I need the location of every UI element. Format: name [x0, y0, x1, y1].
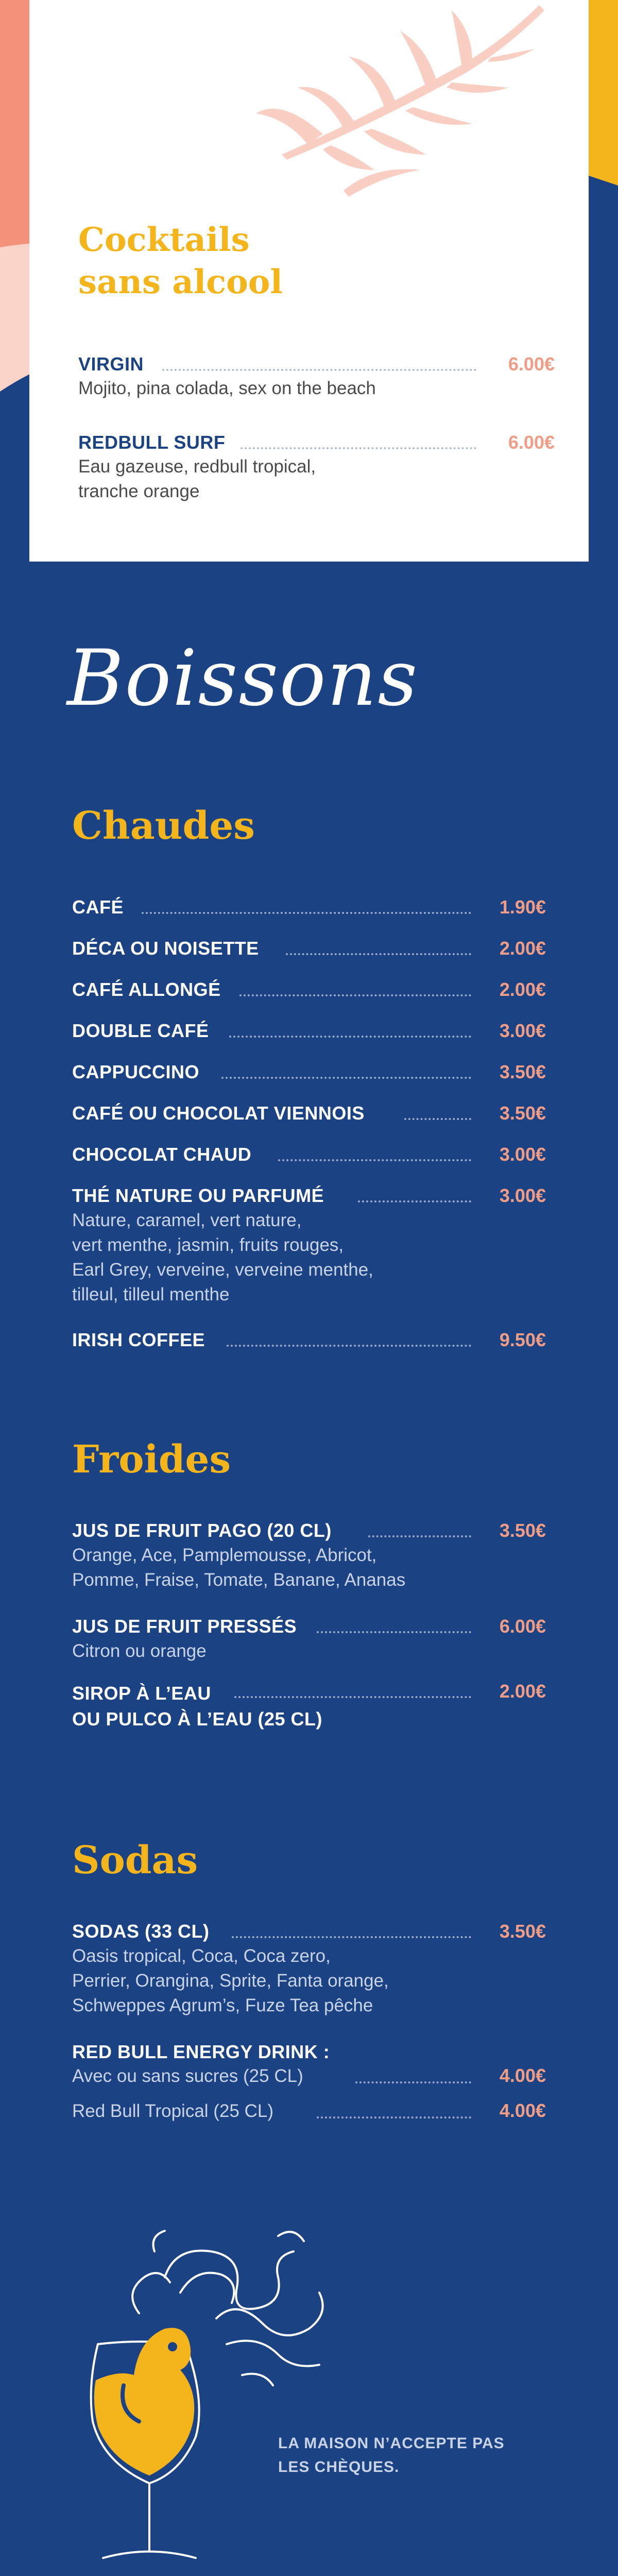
- menu-item-price: 3.00€: [499, 1185, 546, 1206]
- dot-leader: [221, 1077, 471, 1079]
- froides-title: Froides: [72, 1437, 231, 1482]
- dot-leader: [232, 1936, 471, 1938]
- menu-item-name: CHOCOLAT CHAUD: [72, 1144, 252, 1165]
- cocktail-glass-illustration: [62, 2215, 350, 2576]
- description-line: Orange, Ace, Pamplemousse, Abricot,: [72, 1545, 377, 1565]
- menu-item-name: VIRGIN: [78, 353, 144, 375]
- menu-item-name: IRISH COFFEE: [72, 1329, 205, 1350]
- menu-item-name: CAFÉ ALLONGÉ: [72, 979, 221, 1000]
- menu-item-description: [78, 454, 316, 504]
- notice-line: LES CHÈQUES.: [278, 2459, 400, 2476]
- description-line: vert menthe, jasmin, fruits rouges,: [72, 1235, 344, 1255]
- description-line: Pomme, Fraise, Tomate, Banane, Ananas: [72, 1570, 406, 1590]
- menu-item-name: CAPPUCCINO: [72, 1061, 200, 1082]
- menu-item-name: THÉ NATURE OU PARFUMÉ: [72, 1185, 324, 1206]
- menu-item-option: Avec ou sans sucres (25 CL): [72, 2066, 303, 2086]
- menu-item-price: 3.50€: [499, 1103, 546, 1124]
- dot-leader: [234, 1696, 471, 1698]
- menu-item-description: [72, 1543, 405, 1592]
- menu-item-option: Red Bull Tropical (25 CL): [72, 2101, 273, 2121]
- menu-item-price: 6.00€: [508, 353, 555, 375]
- sodas-title: Sodas: [72, 1838, 198, 1883]
- menu-item-price: 2.00€: [499, 1681, 546, 1702]
- menu-item-price: 3.00€: [499, 1020, 546, 1041]
- dot-leader: [142, 912, 471, 914]
- menu-item-description: Citron ou orange: [72, 1641, 207, 1661]
- cocktails-title-line2: sans alcool: [78, 263, 283, 301]
- menu-item-price: 3.50€: [499, 1520, 546, 1541]
- description-line: tranche orange: [78, 481, 200, 501]
- notice-line: LA MAISON N’ACCEPTE PAS: [278, 2435, 505, 2452]
- description-line: Earl Grey, verveine, verveine menthe,: [72, 1260, 373, 1280]
- dot-leader: [358, 1200, 471, 1202]
- description-line: tilleul, tilleul menthe: [72, 1284, 230, 1304]
- menu-item-price: 4.00€: [499, 2065, 546, 2086]
- chaudes-title: Chaudes: [72, 804, 255, 848]
- menu-item-name-line: SIROP À L’EAU: [72, 1683, 211, 1704]
- menu-item-price: 3.00€: [499, 1144, 546, 1165]
- dot-leader: [278, 1159, 471, 1161]
- menu-item-name: JUS DE FRUIT PAGO (20 CL): [72, 1520, 332, 1541]
- dot-leader: [229, 1036, 471, 1038]
- menu-item-name: SODAS (33 CL): [72, 1921, 210, 1942]
- boissons-title: Boissons: [67, 634, 419, 723]
- dot-leader: [227, 1345, 471, 1347]
- description-line: Nature, caramel, vert nature,: [72, 1210, 302, 1230]
- leaf-illustration: [220, 0, 550, 206]
- menu-item-name-line: OU PULCO À L’EAU (25 CL): [72, 1708, 323, 1730]
- dot-leader: [317, 2116, 471, 2119]
- menu-item-name: JUS DE FRUIT PRESSÉS: [72, 1616, 297, 1637]
- menu-item-name: CAFÉ OU CHOCOLAT VIENNOIS: [72, 1103, 365, 1124]
- menu-item-price: 3.50€: [499, 1061, 546, 1082]
- menu-item-price: 3.50€: [499, 1921, 546, 1942]
- menu-item-description: [72, 1944, 389, 2018]
- dot-leader: [404, 1118, 471, 1120]
- dot-leader: [317, 1631, 471, 1633]
- dot-leader: [241, 447, 476, 449]
- menu-item-description: [72, 1208, 373, 1307]
- description-line: Eau gazeuse, redbull tropical,: [78, 456, 316, 477]
- no-cheques-notice: [278, 2432, 505, 2479]
- dot-leader: [239, 994, 471, 996]
- menu-item-name: DOUBLE CAFÉ: [72, 1020, 209, 1041]
- menu-item-price: 6.00€: [499, 1616, 546, 1637]
- menu-item-name: [72, 1681, 322, 1732]
- menu-item-price: 9.50€: [499, 1329, 546, 1350]
- cocktails-card: [29, 0, 589, 562]
- menu-item-price: 2.00€: [499, 938, 546, 959]
- description-line: Perrier, Orangina, Sprite, Fanta orange,: [72, 1971, 389, 1991]
- dot-leader: [162, 369, 476, 371]
- description-line: Schweppes Agrum’s, Fuze Tea pêche: [72, 1995, 373, 2015]
- menu-item-price: 6.00€: [508, 432, 555, 453]
- menu-item-name: CAFÉ: [72, 896, 124, 918]
- menu-item-price: 1.90€: [499, 896, 546, 918]
- dot-leader: [286, 953, 471, 955]
- menu-item-price: 4.00€: [499, 2100, 546, 2121]
- dot-leader: [355, 2081, 471, 2083]
- menu-item-description: Mojito, pina colada, sex on the beach: [78, 378, 376, 398]
- menu-item-name: DÉCA OU NOISETTE: [72, 938, 259, 959]
- dot-leader: [368, 1535, 471, 1537]
- cocktails-title: [78, 219, 283, 303]
- cocktails-title-line1: Cocktails: [78, 221, 250, 259]
- menu-item-name: REDBULL SURF: [78, 432, 226, 453]
- description-line: Oasis tropical, Coca, Coca zero,: [72, 1946, 331, 1966]
- menu-item-price: 2.00€: [499, 979, 546, 1000]
- menu-item-name: RED BULL ENERGY DRINK :: [72, 2041, 330, 2062]
